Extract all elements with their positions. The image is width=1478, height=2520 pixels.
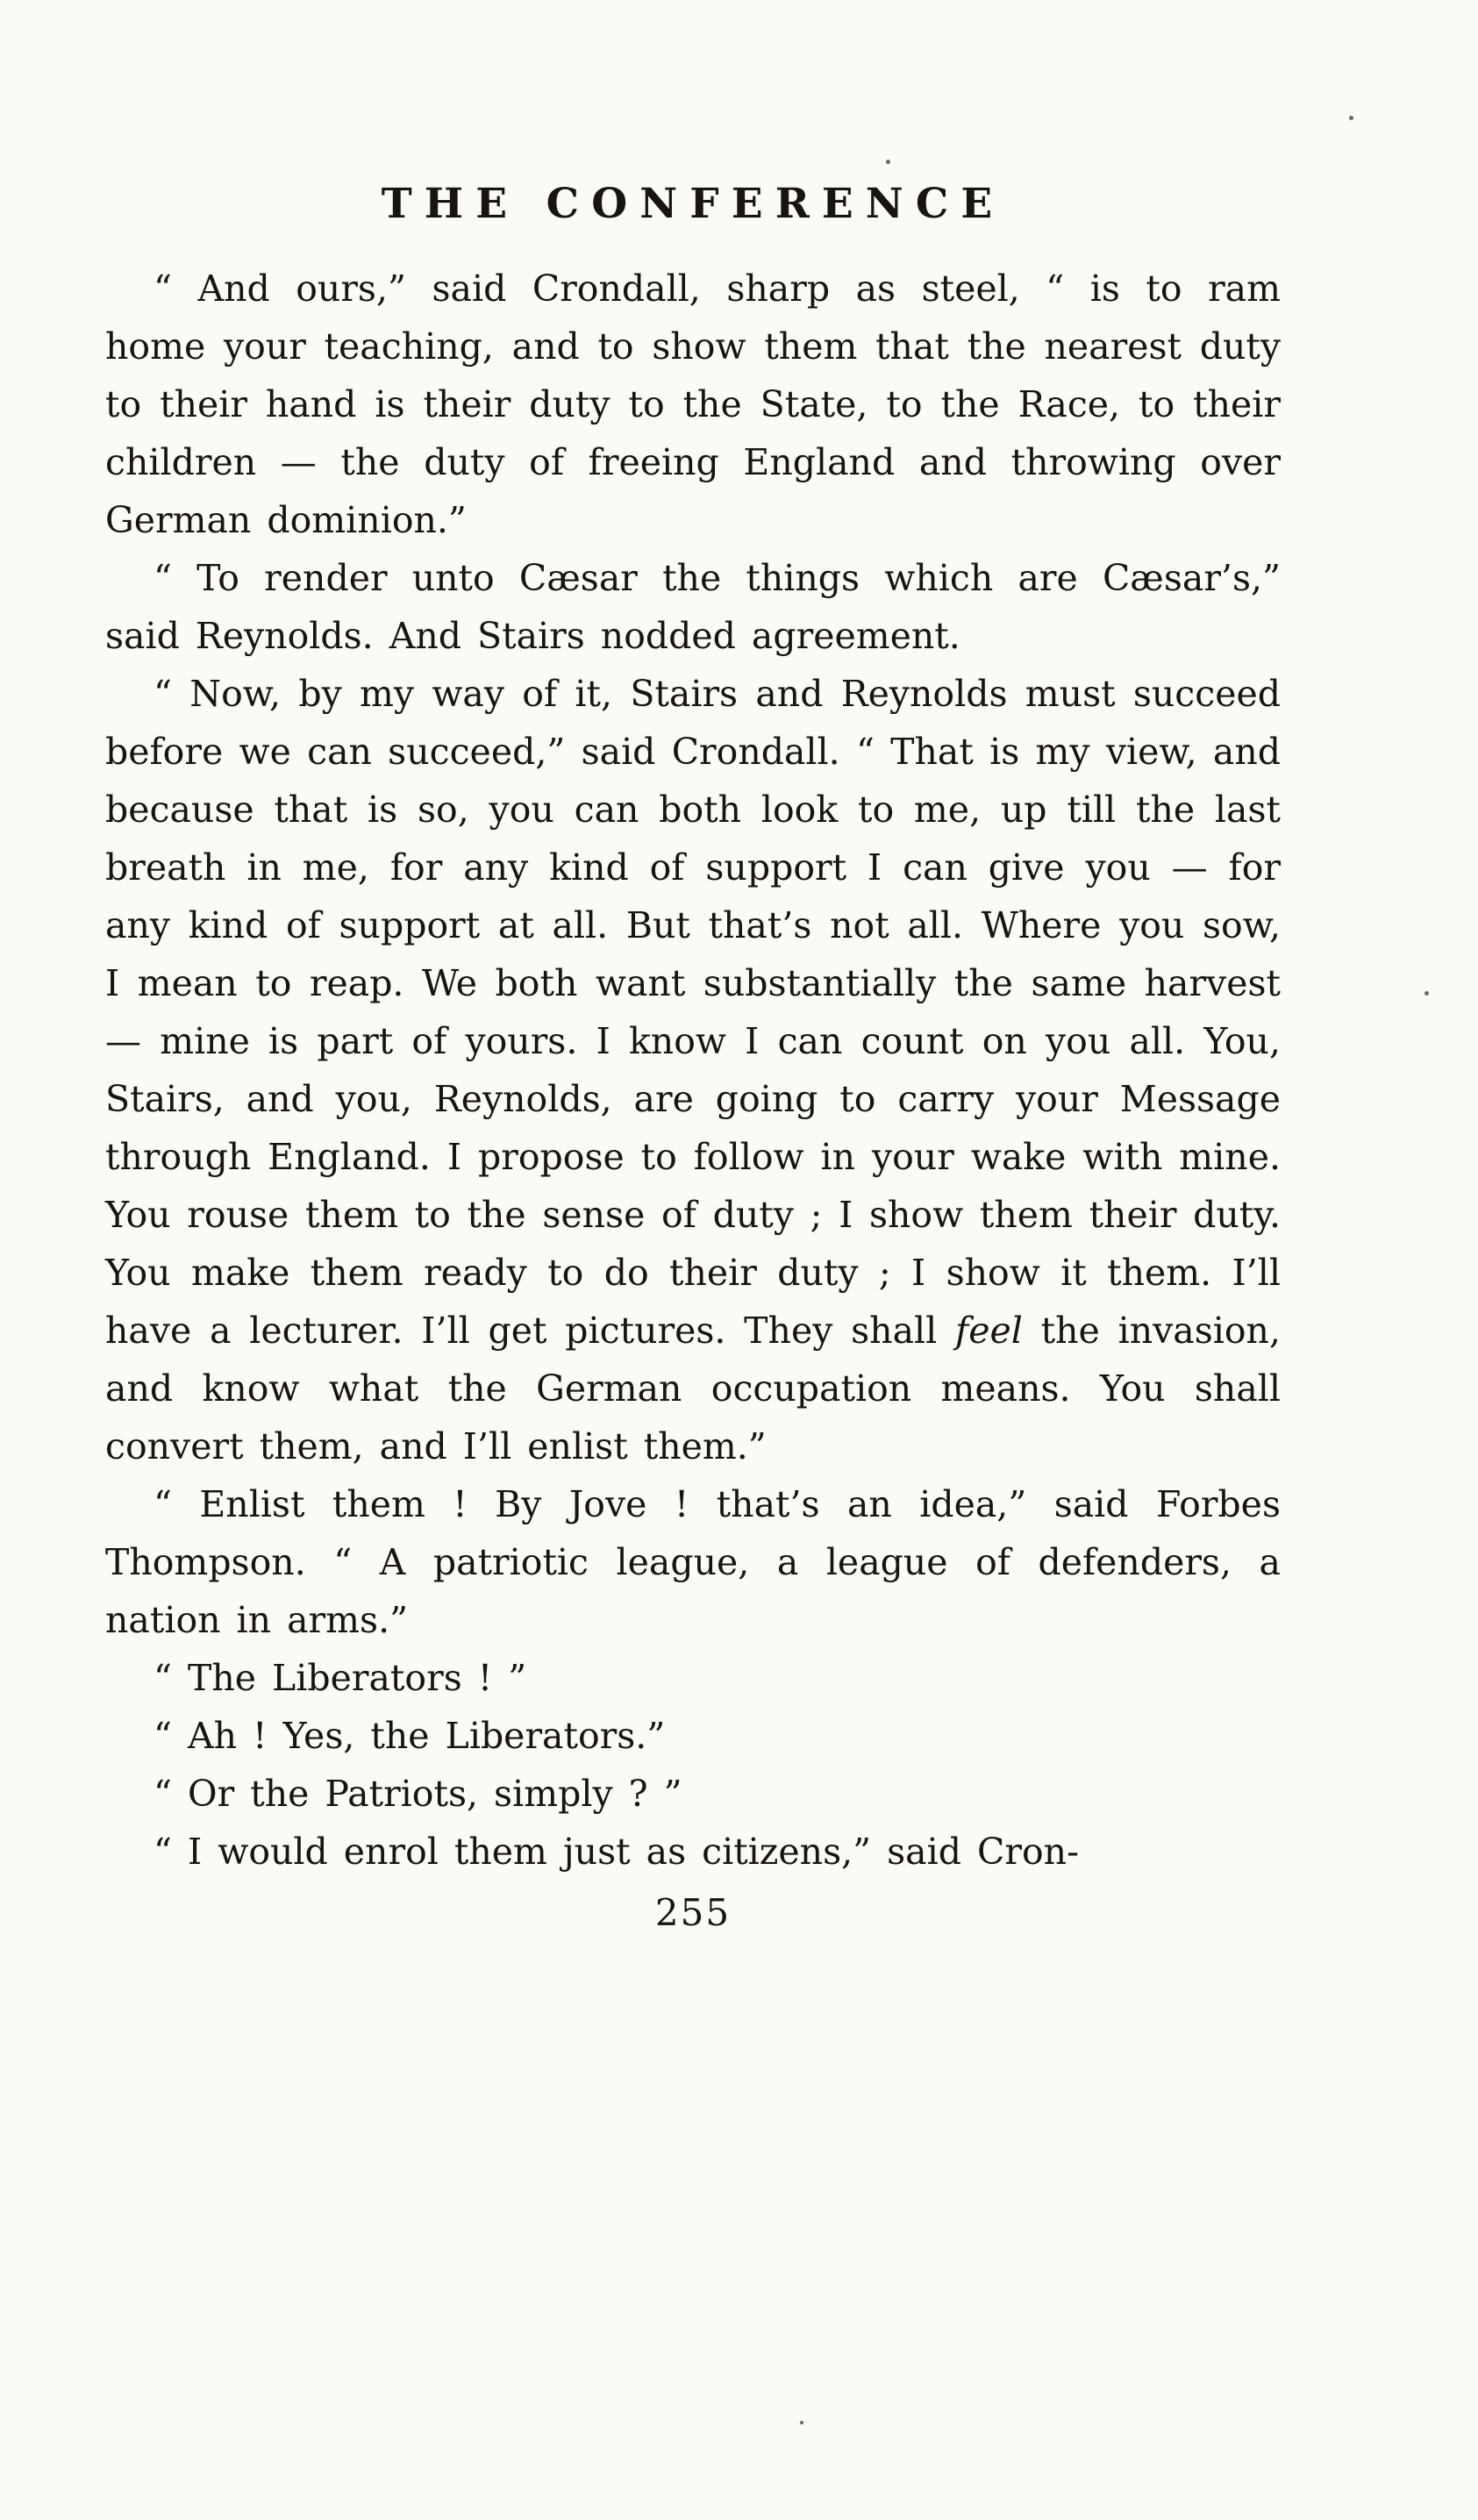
- book-page: [105, 180, 1281, 1942]
- paragraph-5: “ The Liberators ! ”: [154, 1657, 527, 1699]
- paper-speck: [886, 160, 890, 164]
- page-title: THE CONFERENCE: [381, 180, 1005, 228]
- paper-speck: [1424, 991, 1429, 996]
- paragraph-3-italic-word: feel: [955, 1310, 1023, 1352]
- paragraph-8: “ I would enrol them just as citizens,” said Cron-: [154, 1831, 1079, 1873]
- paragraph-1: “ And ours,” said Crondall, sharp as steel, “ is to ram home your teaching, and to show them that the nearest duty to their hand is their duty to the State, to the Race, to their children — the duty of freeing England and throwing over German dominion.”: [105, 268, 1281, 541]
- page-number: 255: [654, 1891, 732, 1934]
- paper-speck: [1349, 116, 1353, 120]
- paragraph-6: “ Ah ! Yes, the Liberators.”: [154, 1715, 666, 1757]
- paragraph-3-text-continued: the invasion, and know what the German occupation means. You shall convert them, and I’ll enlist them.”: [105, 1310, 1281, 1467]
- paragraph-7: “ Or the Patriots, simply ? ”: [154, 1773, 682, 1815]
- paragraph-4: “ Enlist them ! By Jove ! that’s an idea,” said Forbes Thompson. “ A patriotic league, a league of defenders, a nation in arms.”: [105, 1483, 1281, 1641]
- paragraph-3-text: “ Now, by my way of it, Stairs and Reynolds must succeed before we can succeed,” said Crondall. “ That is my view, and because that is so, you can both look to me, up till the last breath in me, for any kind of support I can give you — for any kind of support at all. But that’s not all. Where you sow, I mean to reap. We both want substantially the same harvest — mine is part of yours. I know I can count on you all. You, Stairs, and you, Reynolds, are going to carry your Message through England. I propose to follow in your wake with mine. You rouse them to the sense of duty ; I show them their duty. You make them ready to do their duty ; I show it them. I’ll have a lecturer. I’ll get pictures. They shall: [105, 673, 1281, 1352]
- paragraph-2: “ To render unto Cæsar the things which are Cæsar’s,” said Reynolds. And Stairs nodded agreement.: [105, 557, 1281, 657]
- paragraph-3: [105, 665, 1281, 1475]
- paper-speck: [800, 2421, 803, 2424]
